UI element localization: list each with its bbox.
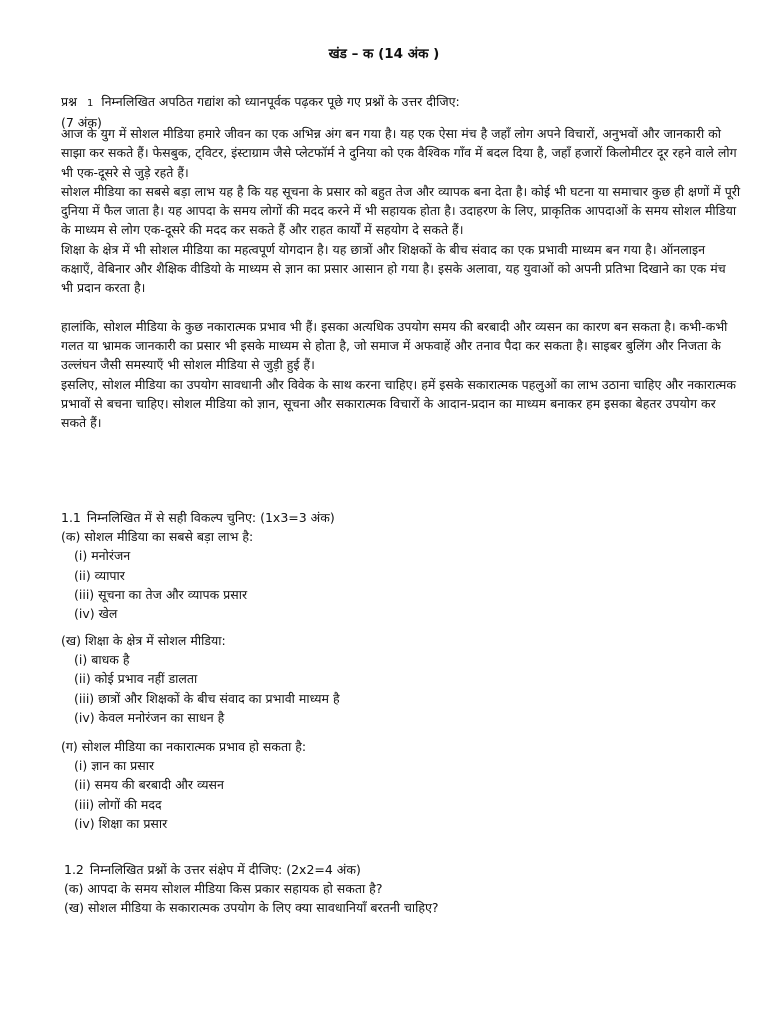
question-marks: (7 अंक) (61, 115, 102, 130)
mcq-ga (61, 737, 741, 833)
mcq-question: (क) सोशल मीडिया का सबसे बड़ा लाभ है: (61, 529, 254, 545)
mcq-option: (ii) समय की बरबादी और व्यसन (74, 777, 224, 793)
mcq-option: (iii) सूचना का तेज और व्यापक प्रसार (74, 586, 248, 602)
mcq-option: (ii) व्यापार (74, 567, 125, 583)
section-title: खंड – क (14 अंक ) (328, 46, 440, 62)
question-1-1-number: 1.1 (61, 510, 81, 525)
mcq-option: (i) बाधक है (74, 652, 130, 668)
mcq-ka (61, 527, 741, 623)
question-instruction: निम्नलिखित अपठित गद्यांश को ध्यानपूर्वक पढ़कर पूछे गए प्रश्नों के उत्तर दीजिए: (101, 94, 460, 109)
mcq-option: (i) मनोरंजन (74, 548, 131, 564)
question-1-2-header (64, 860, 744, 879)
mcq-option: (iv) केवल मनोरंजन का साधन है (74, 709, 225, 725)
passage-paragraph-5: इसलिए, सोशल मीडिया का उपयोग सावधानी और विवेक के साथ करना चाहिए। हमें इसके सकारात्मक पहलुओं का लाभ उठाना चाहिए और नकारात्मक प्रभावों से बचना चाहिए। सोशल मीडिया को ज्ञान, सूचना और सकारात्मक विचारों के आदान-प्रदान का माध्यम बनाकर हम इसका बेहतर उपयोग कर सकते हैं। (61, 376, 736, 431)
question-1-2 (64, 860, 744, 918)
question-number: 1 (86, 98, 94, 109)
question-label: प्रश्न (61, 94, 77, 109)
mcq-kha (61, 631, 741, 727)
unseen-passage (61, 124, 741, 432)
mcq-option: (iii) छात्रों और शिक्षकों के बीच संवाद का प्रभावी माध्यम है (74, 690, 340, 706)
short-question: (क) आपदा के समय सोशल मीडिया किस प्रकार सहायक हो सकता है? (64, 881, 383, 897)
passage-paragraph-1: आज के युग में सोशल मीडिया हमारे जीवन का एक अभिन्न अंग बन गया है। यह एक ऐसा मंच है जहाँ लोग अपने विचारों, अनुभवों और जानकारी को साझा कर सकते हैं। फेसबुक, ट्विटर, इंस्टाग्राम जैसे प्लेटफॉर्म ने दुनिया को एक वैश्विक गाँव में बदल दिया है, जहाँ हजारों किलोमीटर दूर रहने वाले लोग भी एक-दूसरे से जुड़े रहते हैं। (61, 126, 737, 180)
short-question: (ख) सोशल मीडिया के सकारात्मक उपयोग के लिए क्या सावधानियाँ बरतनी चाहिए? (64, 900, 439, 916)
mcq-option: (iv) शिक्षा का प्रसार (74, 815, 168, 831)
passage-paragraph-3: शिक्षा के क्षेत्र में भी सोशल मीडिया का महत्वपूर्ण योगदान है। यह छात्रों और शिक्षकों के बीच संवाद का एक प्रभावी माध्यम बन गया है। ऑनलाइन कक्षाएँ, वेबिनार और शैक्षिक वीडियो के माध्यम से ज्ञान का प्रसार आसान हो गया है। इसके अलावा, यह युवाओं को अपनी प्रतिभा दिखाने का एक मंच भी प्रदान करता है। (61, 241, 726, 296)
mcq-option: (iv) खेल (74, 606, 118, 622)
mcq-option: (ii) कोई प्रभाव नहीं डालता (74, 671, 198, 687)
question-1-2-instruction: निम्नलिखित प्रश्नों के उत्तर संक्षेप में दीजिए: (2x2=4 अंक) (89, 862, 361, 877)
mcq-option: (iii) लोगों की मदद (74, 796, 162, 812)
question-1-1 (61, 508, 741, 623)
mcq-question: (ख) शिक्षा के क्षेत्र में सोशल मीडिया: (61, 633, 226, 648)
question-1-1-header (61, 508, 741, 527)
passage-paragraph-2: सोशल मीडिया का सबसे बड़ा लाभ यह है कि यह सूचना के प्रसार को बहुत तेज और व्यापक बना देता है। कोई भी घटना या समाचार कुछ ही क्षणों में पूरी दुनिया में फैल जाता है। यह आपदा के समय लोगों की मदद करने में भी सहायक होता है। उदाहरण के लिए, प्राकृतिक आपदाओं के समय सोशल मीडिया के माध्यम से लोग एक-दूसरे की मदद कर सकते हैं और राहत कार्यों में सहयोग दे सकते हैं। (61, 183, 741, 238)
mcq-question: (ग) सोशल मीडिया का नकारात्मक प्रभाव हो सकता है: (61, 739, 307, 754)
question-1-2-number: 1.2 (64, 862, 84, 877)
passage-paragraph-4: हालांकि, सोशल मीडिया के कुछ नकारात्मक प्रभाव भी हैं। इसका अत्यधिक उपयोग समय की बरबादी और व्यसन का कारण बन सकता है। कभी-कभी गलत या भ्रामक जानकारी का प्रसार भी इसके माध्यम से होता है, जो समाज में अफवाहें और तनाव पैदा कर सकता है। साइबर बुलिंग और निजता के उल्लंघन जैसी समस्याएँ भी सोशल मीडिया से जुड़ी हुई हैं। (61, 318, 728, 373)
mcq-option: (i) ज्ञान का प्रसार (74, 758, 155, 774)
question-1-1-instruction: निम्नलिखित में से सही विकल्प चुनिए: (1x3=3 अंक) (86, 510, 335, 525)
